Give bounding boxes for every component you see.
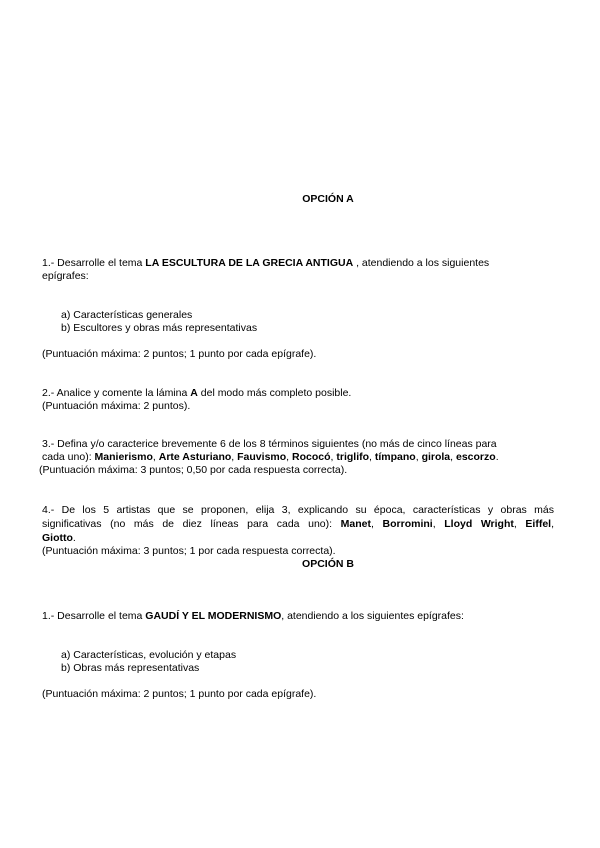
a-q3-term: Rococó: [292, 451, 331, 463]
a-q1-score: (Puntuación máxima: 2 puntos; 1 punto por cada epígrafe).: [42, 348, 317, 360]
a-q2-score: (Puntuación máxima: 2 puntos).: [42, 400, 191, 412]
sep: ,: [286, 451, 292, 463]
a-q2-pre: 2.- Analice y comente la lámina: [42, 387, 191, 399]
b-q1-post: , atendiendo a los siguientes epígrafes:: [281, 610, 464, 622]
b-q1-topic: GAUDÍ Y EL MODERNISMO: [145, 610, 282, 622]
a-q4-line1: 4.- De los 5 artistas que se proponen, elija 3, explicando su época, características y obras más: [42, 504, 554, 516]
a-q3-line2: [42, 451, 499, 464]
a-q2-post: del modo más completo posible.: [197, 387, 352, 399]
b-q1-line1: [42, 610, 464, 623]
sep: ,: [330, 451, 337, 463]
a-q4-artist: Eiffel: [525, 518, 552, 530]
a-q4-score: (Puntuación máxima: 3 puntos; 1 por cada respuesta correcta).: [42, 545, 336, 557]
a-q1-topic: LA ESCULTURA DE LA GRECIA ANTIGUA: [145, 257, 354, 269]
sep: .: [72, 532, 76, 544]
a-q1-pre: 1.- Desarrolle el tema: [42, 257, 146, 269]
a-q4-line3: [42, 532, 76, 545]
a-q4-artist: Borromini: [382, 518, 433, 530]
sep: ,: [450, 451, 456, 463]
a-q3-term: escorzo: [456, 451, 496, 463]
a-q2-line1: [42, 387, 351, 400]
a-q1-item-a: a) Características generales: [61, 309, 193, 321]
sep: ,: [231, 451, 238, 463]
a-q3-score: (Puntuación máxima: 3 puntos; 0,50 por cada respuesta correcta).: [39, 464, 348, 476]
a-q3-term: Arte Asturiano: [158, 451, 232, 463]
sep: ,: [513, 518, 526, 530]
a-q1-post: , atendiendo a los siguientes: [353, 257, 490, 269]
a-q3-term: Fauvismo: [237, 451, 287, 463]
sep: .: [495, 451, 499, 463]
a-q3-line1: 3.- Defina y/o caracterice brevemente 6 de los 8 términos siguientes (no más de cinco líneas para: [42, 438, 497, 450]
a-q1-line1: [42, 257, 489, 270]
sep: ,: [369, 451, 375, 463]
b-q1-item-b: b) Obras más representativas: [61, 662, 200, 674]
a-q1-line2: epígrafes:: [42, 270, 89, 282]
a-q1-item-b: b) Escultores y obras más representativas: [61, 322, 258, 334]
sep: ,: [415, 451, 422, 463]
a-q3-term: tímpano: [374, 451, 416, 463]
a-q3-term: girola: [421, 451, 451, 463]
option-b-heading: OPCIÓN B: [302, 558, 354, 570]
a-q3-term: Manierismo: [94, 451, 153, 463]
sep: ,: [371, 518, 383, 530]
b-q1-score: (Puntuación máxima: 2 puntos; 1 punto por cada epígrafe).: [42, 688, 317, 700]
sep: ,: [152, 451, 159, 463]
b-q1-item-a: a) Características, evolución y etapas: [61, 649, 237, 661]
a-q4-line2: significativas (no más de diez líneas para cada uno): Manet, Borromini, Lloyd Wright, Eiffel,: [42, 518, 555, 530]
b-q1-pre: 1.- Desarrolle el tema: [42, 610, 146, 622]
a-q4-artist: Manet: [340, 518, 371, 530]
a-q4-line2-pre: significativas (no más de diez líneas para cada uno):: [42, 518, 341, 530]
a-q3-line2-pre: cada uno):: [42, 451, 95, 463]
a-q3-term: triglifo: [336, 451, 370, 463]
sep: ,: [432, 518, 445, 530]
a-q4-artist: Lloyd Wright: [444, 518, 514, 530]
option-a-heading: OPCIÓN A: [302, 193, 354, 205]
a-q2-plate: A: [190, 387, 198, 399]
a-q4-artist: Giotto: [42, 532, 73, 544]
